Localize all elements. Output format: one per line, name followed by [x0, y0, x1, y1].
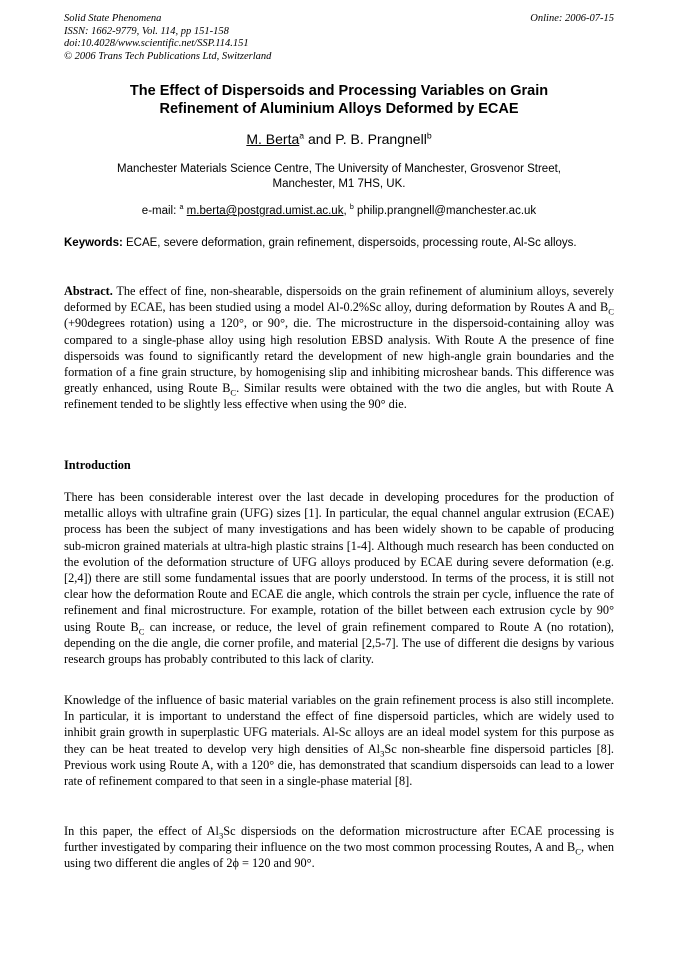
intro-p1-text-a: There has been considerable interest over the last decade in developing procedures for the production of metallic alloys with ultrafine grain (UFG) sizes [1]. In particular, the equal channel angular extrusion (ECAE) process has been the subject of many investigations and has been widely shown to be capable of producing sub-micron grained materials at ultra-high plastic strains [1-4]. Although much research has been conducted on the evolution of the deformation structure of UFG alloys produced by ECAE during severe deformation (e.g. [2,4]) there are still some fundamental issues that are poorly understood. In terms of the process, it is still not clear how the deformation Route and ECAE die angle, which controls the strain per cycle, influence the rate of refinement and final microstructure. For example, rotation of the billet between each extrusion cycle by 90° using Route B [64, 490, 614, 634]
keywords [64, 236, 614, 252]
author-prangnell-sup: b [426, 130, 432, 141]
intro-p3-text-c: , when using two different die angles of 2ϕ = 120 and 90°. [64, 840, 614, 871]
email-link-berta[interactable]: m.berta@postgrad.umist.ac.uk [186, 205, 344, 217]
abstract-sub-1: C [608, 306, 614, 317]
journal-name: Solid State Phenomena [64, 13, 162, 24]
intro-p3-text-b: Sc dispersiods on the deformation microstructure after ECAE processing is further investigated by comparing their influence on the two most common processing Routes, A and B [64, 824, 614, 855]
author-berta[interactable]: M. Berta [246, 131, 300, 147]
journal-doi: doi:10.4028/www.scientific.net/SSP.114.151 [64, 38, 249, 49]
abstract-text-2: (+90degrees rotation) using a 120°, or 90°, die. The microstructure in the dispersoid-containing alloy was compared to a single-phase alloy using high resolution EBSD analysis. With Route A the presence of fine dispersoids was found to significantly retard the development of new high-angle grain boundaries and the formation of a fine grain structure, by homogenising slip and inhibiting microshear bands. This difference was greatly enhanced, using Route B [64, 316, 614, 396]
author-list [64, 130, 614, 148]
email-prangnell: philip.prangnell@manchester.ac.uk [353, 205, 537, 217]
intro-paragraph-3 [64, 823, 614, 872]
intro-p2-sub: 3 [380, 748, 385, 759]
journal-issn: ISSN: 1662-9779, Vol. 114, pp 151-158 [64, 25, 229, 37]
journal-copyright: © 2006 Trans Tech Publications Ltd, Switzerland [64, 50, 272, 62]
intro-p1-sub: C [138, 626, 145, 637]
intro-p3-sub-1: 3 [218, 830, 224, 841]
title-line-1: The Effect of Dispersoids and Processing Variables on Grain [129, 83, 549, 99]
title-line-2: Refinement of Aluminium Alloys Deformed by ECAE [159, 101, 519, 117]
email-prefix: e-mail: [141, 205, 180, 217]
author-berta-sup: a [299, 130, 305, 141]
intro-paragraph-1 [64, 489, 614, 667]
affiliation-line-2: Manchester, M1 7HS, UK. [272, 178, 406, 190]
intro-p2-text-a: Knowledge of the influence of basic material variables on the grain refinement process is also still incomplete. In particular, it is important to understand the effect of fine dispersoid particles, which are widely used to inhibit grain growth in superplastic UFG materials. Al-Sc alloys are an ideal model system for this purpose as they can be heat treated to develop very high densities of Al [64, 693, 614, 756]
journal-header [64, 13, 271, 63]
abstract [64, 283, 614, 413]
author-prangnell: P. B. Prangnell [335, 131, 427, 147]
abstract-sub-2: C [230, 387, 237, 398]
introduction-heading: Introduction [64, 458, 131, 472]
paper-title [64, 82, 614, 118]
email-separator: , [343, 205, 350, 217]
author-and: and [304, 131, 336, 147]
keywords-label: Keywords: [64, 237, 123, 249]
keywords-text: ECAE, severe deformation, grain refinement, dispersoids, processing route, Al-Sc alloys. [122, 237, 577, 249]
abstract-label: Abstract. [64, 284, 113, 298]
email-sup-a: a [179, 203, 184, 212]
email-sup-b: b [349, 203, 354, 212]
affiliation [64, 162, 614, 192]
email-line [64, 204, 614, 219]
intro-p3-text-a: In this paper, the effect of Al [64, 824, 219, 838]
intro-p1-text-b: can increase, or reduce, the level of grain refinement compared to Route A (no rotation), depending on the die angle, die corner profile, and material [2,5-7]. The use of different die designs by various research groups has probably contributed to this lack of clarity. [64, 619, 614, 667]
intro-paragraph-2 [64, 692, 614, 789]
online-date: Online: 2006-07-15 [530, 13, 614, 24]
abstract-text-3: . Similar results were obtained with the two die angles, but with Route A refinement tended to be slightly less effective when using the 90° die. [64, 381, 614, 412]
intro-p2-text-b: Sc non-shearble fine dispersoid particles [8]. Previous work using Route A, with a 120° die, has demonstrated that scandium dispersoids can lead to a lower rate of refinement compared to that seen in a single-phase material [8]. [64, 741, 614, 789]
affiliation-line-1: Manchester Materials Science Centre, The University of Manchester, Grosvenor Street, [116, 163, 561, 175]
intro-p3-sub-2: C [575, 846, 581, 857]
abstract-text-1: The effect of fine, non-shearable, dispersoids on the grain refinement of aluminium alloys, severely deformed by ECAE, has been studied using a model Al-0.2%Sc alloy, during deformation by Routes A and B [64, 284, 614, 315]
